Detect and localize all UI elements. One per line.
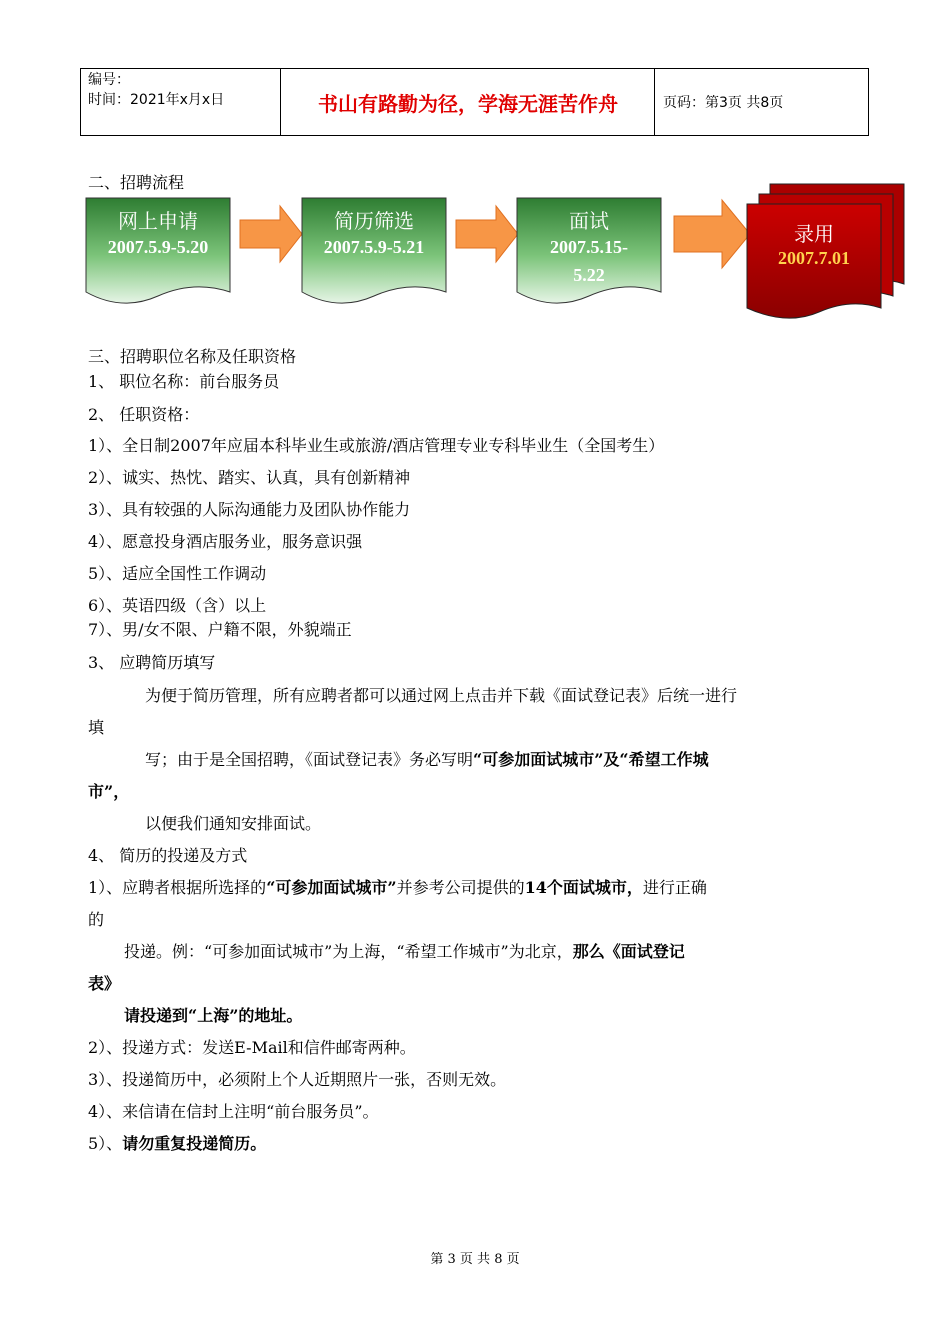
- document-time-label: 时间：2021年x月x日: [88, 92, 225, 108]
- resume-fill-para-2-text: 写；由于是全国招聘，《面试登记表》务必写明: [145, 750, 474, 769]
- qualification-6: 6）、英语四级（含）以上: [88, 596, 267, 615]
- qualification-2: 2）、诚实、热忱、踏实、认真，具有创新精神: [88, 468, 411, 487]
- delivery-heading: 4、 简历的投递及方式: [88, 846, 248, 865]
- delivery-1-f: 的: [88, 910, 105, 929]
- delivery-1-a: 1）、应聘者根据所选择的: [88, 878, 267, 897]
- qualification-3: 3）、具有较强的人际沟通能力及团队协作能力: [88, 500, 411, 519]
- flow-step-1-date: 2007.5.9-5.20: [107, 237, 209, 257]
- delivery-5-a: 5）、: [88, 1134, 123, 1153]
- section-recruitment-process-title: 二、招聘流程: [88, 173, 185, 192]
- header-page-label: 页码：第3页 共8页: [663, 95, 784, 111]
- flow-step-4-title: 录用: [794, 222, 834, 246]
- qualification-7: 7）、男/女不限、户籍不限，外貌端正: [88, 620, 352, 639]
- delivery-4: 4）、来信请在信封上注明“前台服务员”。: [88, 1102, 379, 1121]
- header-bottom-border: [80, 135, 869, 136]
- flow-arrow-1: [240, 206, 302, 262]
- delivery-3: 3）、投递简历中，必须附上个人近期照片一张，否则无效。: [88, 1070, 507, 1089]
- flow-arrow-2: [456, 206, 518, 262]
- delivery-1-d: 14个面试城市，: [524, 878, 643, 897]
- flow-step-3-date: 2007.5.15-: [550, 237, 628, 257]
- flow-step-1-title: 网上申请: [118, 209, 198, 233]
- resume-fill-para-1: 为便于简历管理，所有应聘者都可以通过网上点击并下载《面试登记表》后统一进行: [145, 686, 738, 705]
- header-top-border: [80, 68, 869, 69]
- qualification-5: 5）、适应全国性工作调动: [88, 564, 267, 583]
- delivery-1-c: 并参考公司提供的: [396, 878, 525, 897]
- header-divider-left: [80, 68, 81, 135]
- section-position-title: 三、招聘职位名称及任职资格: [88, 347, 297, 366]
- delivery-5: [88, 1131, 266, 1154]
- resume-fill-para-1b: 填: [88, 718, 105, 737]
- flow-step-4-date: 2007.7.01: [778, 248, 850, 268]
- resume-fill-para-2c: 市”，: [88, 782, 130, 801]
- delivery-5-b: 请勿重复投递简历。: [122, 1134, 267, 1153]
- header-divider-1: [280, 68, 281, 135]
- flow-step-3-date-cont: 5.22: [573, 265, 605, 285]
- flow-step-2-title: 简历筛选: [334, 209, 414, 233]
- qualification-4: 4）、愿意投身酒店服务业，服务意识强: [88, 532, 363, 551]
- header-divider-2: [654, 68, 655, 135]
- delivery-1-j: 请投递到“上海”的地址。: [124, 1006, 303, 1025]
- qualifications-heading: 2、 任职资格：: [88, 405, 200, 424]
- delivery-2: 2）、投递方式：发送E-Mail和信件邮寄两种。: [88, 1038, 416, 1057]
- position-name: 1、 职位名称：前台服务员: [88, 372, 280, 391]
- delivery-1-b: “可参加面试城市”: [266, 878, 397, 897]
- resume-fill-para-2-bold: “可参加面试城市”及“希望工作城: [473, 750, 709, 769]
- delivery-1-h: 那么《面试登记: [572, 942, 685, 961]
- header-divider-right: [868, 68, 869, 135]
- delivery-1-g: 投递。例：“可参加面试城市”为上海，“希望工作城市”为北京，: [124, 942, 573, 961]
- flow-arrow-3: [674, 200, 750, 268]
- delivery-1-example: [124, 939, 685, 962]
- flow-step-3-title: 面试: [569, 209, 609, 233]
- qualification-1: 1）、全日制2007年应届本科毕业生或旅游/酒店管理专业专科毕业生（全国考生）: [88, 436, 665, 455]
- resume-fill-para-3: 以便我们通知安排面试。: [145, 814, 322, 833]
- delivery-1: [88, 875, 707, 898]
- resume-fill-heading: 3、 应聘简历填写: [88, 653, 216, 672]
- delivery-1-i: 表》: [88, 974, 121, 993]
- document-number-label: 编号：: [88, 72, 130, 88]
- delivery-1-e: 进行正确: [642, 878, 707, 897]
- header-motto: 书山有路勤为径，学海无涯苦作舟: [318, 91, 618, 116]
- resume-fill-para-2: [145, 747, 709, 770]
- flow-step-2-date: 2007.5.9-5.21: [323, 237, 425, 257]
- page-footer: 第 3 页 共 8 页: [430, 1252, 520, 1267]
